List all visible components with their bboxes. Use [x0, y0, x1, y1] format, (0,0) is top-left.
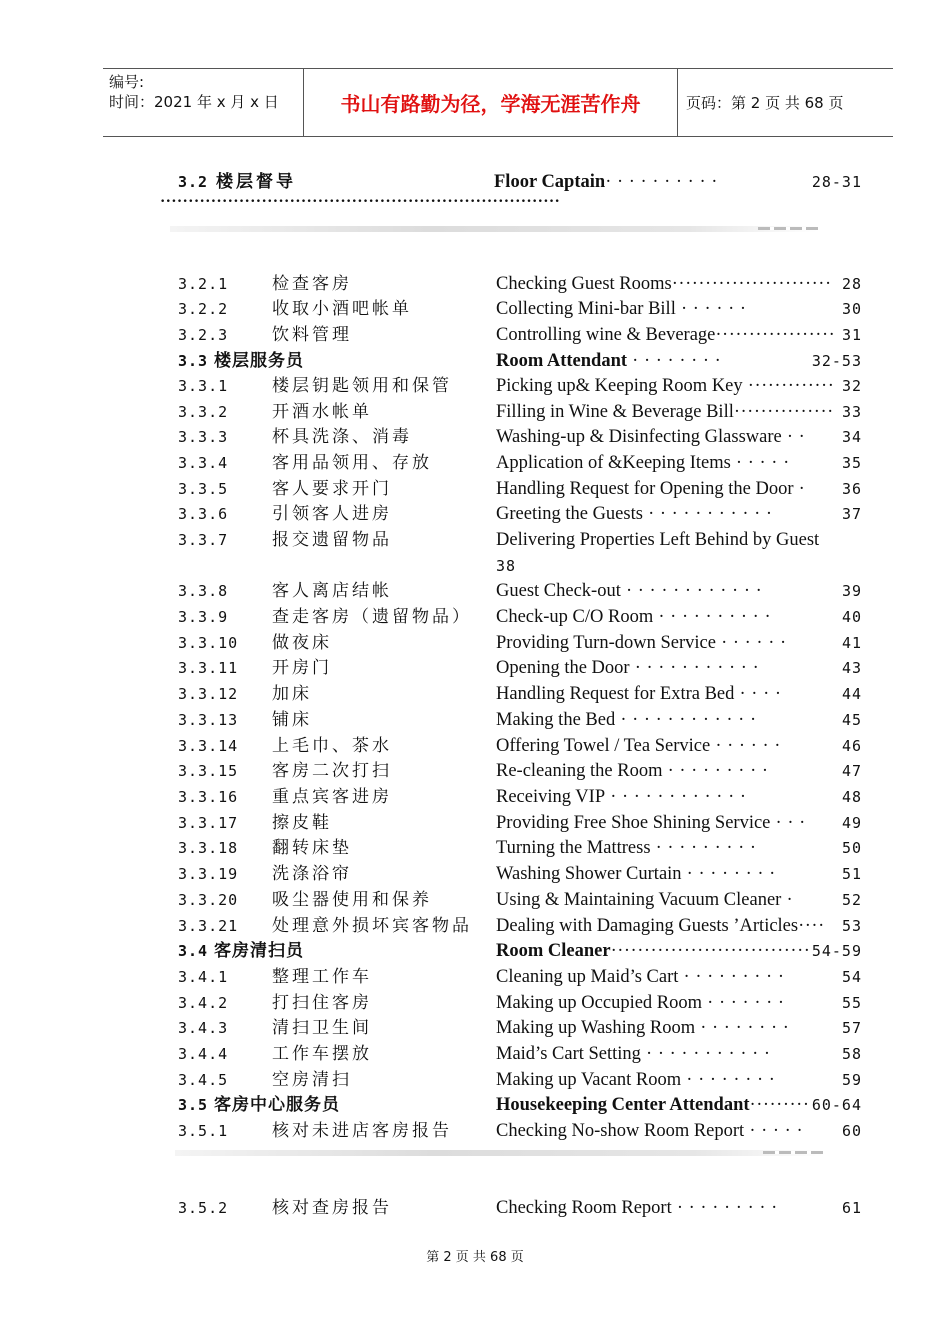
- page-footer: 第 2 页 共 68 页: [426, 1250, 524, 1265]
- toc-title-en-text: Using & Maintaining Vacuum Cleaner: [496, 890, 782, 910]
- toc-title-en-text: Making up Washing Room: [496, 1018, 696, 1038]
- toc-number: 3.4.2: [178, 994, 229, 1012]
- toc-title-en: [496, 477, 805, 501]
- toc-leader-dots: · · · · · · · ·: [695, 1018, 790, 1038]
- toc-title-en: [496, 708, 757, 732]
- toc-title-zh: 收取小酒吧帐单: [272, 299, 412, 319]
- toc-title-zh: 楼层钥匙领用和保管: [272, 376, 452, 396]
- decorative-rule: [170, 226, 818, 232]
- toc-title-zh: 空房清扫: [272, 1070, 352, 1090]
- toc-page-number: 41: [841, 634, 862, 652]
- toc-title-en-text: Delivering Properties Left Behind by Guest: [496, 530, 820, 550]
- toc-page-number: 54: [841, 968, 862, 986]
- toc-title-en-text: Floor Captain: [494, 172, 606, 192]
- toc-page-number: 52: [841, 891, 862, 909]
- toc-leader-dots: · · · · · · · · · · · ·: [605, 787, 747, 807]
- toc-title-en-text: Greeting the Guests: [496, 504, 643, 524]
- toc-leader-dots: · · · · · · · · · · · ·: [620, 581, 763, 601]
- toc-title-en-text: Making up Occupied Room: [496, 993, 703, 1013]
- toc-entry: [0, 1042, 950, 1066]
- toc-leader-dots: · · ·: [770, 813, 806, 833]
- toc-page-number: 39: [841, 582, 862, 600]
- toc-page-number: 30: [841, 300, 862, 318]
- toc-title-en: [496, 888, 793, 912]
- toc-entry: [0, 451, 950, 475]
- toc-title-zh: 楼层服务员: [214, 351, 304, 371]
- toc-title-en: [496, 1196, 778, 1220]
- toc-leader-dots: · ·: [781, 427, 806, 447]
- header-meta: [103, 69, 309, 139]
- toc-page-number: 40: [841, 608, 862, 626]
- toc-title-zh: 检查客房: [272, 274, 352, 294]
- time-label: 时间：2021 年 x 月 x 日: [109, 93, 279, 111]
- toc-leader-dots: · · · · · · ·: [702, 993, 785, 1013]
- toc-title-en: [496, 939, 810, 963]
- toc-entry: [0, 991, 950, 1015]
- toc-leader-dots: ····: [798, 916, 825, 936]
- toc-page-number: 38: [496, 557, 517, 575]
- toc-title-en: [496, 682, 782, 706]
- toc-page-number: 54-59: [811, 942, 862, 960]
- toc-title-en-text: Washing-up & Disinfecting Glassware: [496, 427, 782, 447]
- toc-leader-dots: · · · · ·: [744, 1121, 804, 1141]
- toc-leader-dots: · · · · · · · ·: [681, 864, 776, 884]
- toc-entry: [0, 914, 950, 938]
- toc-page-number: 60: [841, 1122, 862, 1140]
- toc-number: 3.3.21: [178, 917, 239, 935]
- toc-leader-dots: · · · · · · · · · ·: [653, 607, 772, 627]
- toc-leader-dots: · · · · · ·: [675, 299, 747, 319]
- toc-title-zh: 洗涤浴帘: [272, 864, 352, 884]
- toc-entry: [0, 502, 950, 526]
- toc-title-zh: 清扫卫生间: [272, 1018, 372, 1038]
- toc-number: 3.3.16: [178, 788, 239, 806]
- toc-title-en-text: Handling Request for Opening the Door: [496, 479, 794, 499]
- toc-page-number: 45: [841, 711, 862, 729]
- toc-leader-dots: · · · · ·: [730, 453, 790, 473]
- toc-number: 3.2.3: [178, 326, 229, 344]
- toc-title-zh: 上毛巾、茶水: [272, 736, 392, 756]
- toc-title-en: [496, 502, 773, 526]
- toc-leader-dots: · · · · · · · · · · ·: [629, 658, 760, 678]
- toc-number: 3.3.15: [178, 762, 239, 780]
- toc-entry: [0, 1016, 950, 1040]
- toc-leader-dots: ·········: [749, 1095, 810, 1115]
- decorative-rule: [175, 1150, 823, 1156]
- toc-number: 3.3.20: [178, 891, 239, 909]
- toc-title-en: [496, 605, 771, 629]
- toc-entry: [0, 656, 950, 680]
- toc-title-zh: 客房清扫员: [214, 941, 304, 961]
- toc-entry: [0, 1068, 950, 1092]
- toc-number: 3.3.4: [178, 454, 229, 472]
- toc-page-number: 49: [841, 814, 862, 832]
- toc-title-en: [496, 631, 787, 655]
- toc-entry: [0, 374, 950, 398]
- toc-leader-dots: · · · · · · · · · · ·: [640, 1044, 771, 1064]
- toc-title-zh: 客房二次打扫: [272, 761, 392, 781]
- toc-title-en-text: Room Attendant: [496, 351, 628, 371]
- toc-title-en-text: Controlling wine & Beverage: [496, 325, 716, 345]
- toc-leader-dots: · · · · · · · · ·: [662, 761, 769, 781]
- toc-entry: [0, 605, 950, 629]
- toc-page-number: 36: [841, 480, 862, 498]
- toc-page-number: 43: [841, 659, 862, 677]
- toc-title-en: [496, 1093, 809, 1117]
- toc-title-en: [494, 170, 718, 194]
- toc-title-zh: 客房中心服务员: [214, 1095, 340, 1115]
- toc-page-number: 48: [841, 788, 862, 806]
- toc-number: 3.5.1: [178, 1122, 229, 1140]
- toc-entry: [0, 272, 950, 296]
- toc-title-en-text: Maid’s Cart Setting: [496, 1044, 641, 1064]
- header-page-info: 页码：第 2 页 共 68 页: [686, 94, 844, 112]
- toc-page-number: 32-53: [811, 352, 862, 370]
- toc-number: 3.3.7: [178, 531, 229, 549]
- toc-page-number: 47: [841, 762, 862, 780]
- toc-number: 3.4.5: [178, 1071, 229, 1089]
- toc-title-en-text: Picking up& Keeping Room Key: [496, 376, 743, 396]
- toc-entry: [0, 323, 950, 347]
- toc-entry: [0, 1196, 950, 1220]
- toc-number: 3.3.12: [178, 685, 239, 703]
- toc-entry: [0, 862, 950, 886]
- toc-entry: [0, 1119, 950, 1143]
- toc-section-heading: [0, 1093, 950, 1117]
- toc-title-en-text: Housekeeping Center Attendant: [496, 1095, 750, 1115]
- toc-title-en-text: Washing Shower Curtain: [496, 864, 682, 884]
- toc-entry: [0, 400, 950, 424]
- toc-title-zh: 引领客人进房: [272, 504, 392, 524]
- toc-title-zh: 工作车摆放: [272, 1044, 372, 1064]
- toc-number: 3.2.2: [178, 300, 229, 318]
- toc-title-zh: 吸尘器使用和保养: [272, 890, 432, 910]
- toc-title-en-text: Making up Vacant Room: [496, 1070, 682, 1090]
- toc-title-zh: 打扫住客房: [272, 993, 372, 1013]
- toc-number: 3.3.18: [178, 839, 239, 857]
- toc-title-zh: 整理工作车: [272, 967, 372, 987]
- toc-section-heading: [0, 939, 950, 963]
- toc-leader-dots: ························: [671, 274, 832, 294]
- toc-title-zh: 翻转床垫: [272, 838, 352, 858]
- toc-page-number: 37: [841, 505, 862, 523]
- toc-number: 3.3.10: [178, 634, 239, 652]
- header-divider: [677, 69, 678, 136]
- toc-title-en-text: Filling in Wine & Beverage Bill: [496, 402, 734, 422]
- toc-page-number: 32: [841, 377, 862, 395]
- toc-title-en: [496, 914, 825, 938]
- toc-title-en-text: Receiving VIP: [496, 787, 606, 807]
- toc-page-number: 61: [841, 1199, 862, 1217]
- toc-leader-dots: · · · · · · · · · · ·: [642, 504, 773, 524]
- toc-page-number: 58: [841, 1045, 862, 1063]
- toc-title-en-text: Re-cleaning the Room: [496, 761, 663, 781]
- toc-title-en-text: Checking Room Report: [496, 1198, 672, 1218]
- toc-entry: [0, 785, 950, 809]
- toc-title-zh: 客人离店结帐: [272, 581, 392, 601]
- toc-entry: [0, 477, 950, 501]
- toc-leader-dots: · · · · · · · ·: [681, 1070, 776, 1090]
- toc-title-en: [496, 349, 721, 373]
- toc-title-zh: 客用品领用、存放: [272, 453, 432, 473]
- toc-page-number: 28: [841, 275, 862, 293]
- toc-number: 3.4.3: [178, 1019, 229, 1037]
- toc-title-en: [496, 297, 747, 321]
- toc-title-zh: 开房门: [272, 658, 332, 678]
- toc-page-number: 31: [841, 326, 862, 344]
- toc-title-zh: 做夜床: [272, 633, 332, 653]
- toc-title-en: [496, 1068, 775, 1092]
- toc-number: 3.3.19: [178, 865, 239, 883]
- toc-leader-dots: ···············: [733, 402, 834, 422]
- header-motto: 书山有路勤为径，学海无涯苦作舟: [340, 92, 641, 116]
- toc-title-zh: 处理意外损坏宾客物品: [272, 916, 472, 936]
- toc-number: 3.3.2: [178, 403, 229, 421]
- toc-leader-line: ·······································································: [160, 193, 561, 210]
- toc-title-en: [496, 374, 834, 398]
- toc-title-en-text: Room Cleaner: [496, 941, 611, 961]
- toc-title-en: [496, 991, 785, 1015]
- toc-number: 3.3.11: [178, 659, 239, 677]
- toc-title-en-text: Checking No-show Room Report: [496, 1121, 745, 1141]
- toc-leader-dots: · · · · · ·: [715, 633, 787, 653]
- toc-leader-dots: · · · · · ·: [710, 736, 781, 756]
- toc-page-number: 50: [841, 839, 862, 857]
- toc-title-en-text: Offering Towel / Tea Service: [496, 736, 711, 756]
- toc-page-number: 44: [841, 685, 862, 703]
- toc-title-en-text: Providing Free Shoe Shining Service: [496, 813, 771, 833]
- toc-number: 3.3.5: [178, 480, 229, 498]
- toc-title-zh: 饮料管理: [272, 325, 352, 345]
- toc-entry: [0, 297, 950, 321]
- toc-leader-dots: · · · · · · · · · ·: [605, 172, 718, 192]
- toc-title-zh: 铺床: [272, 710, 312, 730]
- toc-entry: [0, 708, 950, 732]
- toc-number: 3.4: [178, 942, 209, 960]
- toc-title-en: [496, 759, 769, 783]
- toc-title-en-text: Application of &Keeping Items: [496, 453, 731, 473]
- toc-entry: [0, 888, 950, 912]
- toc-page-number: 53: [841, 917, 862, 935]
- toc-title-en: [496, 836, 757, 860]
- toc-leader-dots: ·: [781, 890, 794, 910]
- toc-page-number: 46: [841, 737, 862, 755]
- toc-title-en-text: Check-up C/O Room: [496, 607, 654, 627]
- toc-section-heading: [0, 170, 950, 194]
- toc-leader-dots: · · · · · · · · ·: [671, 1198, 778, 1218]
- toc-leader-dots: ··················: [715, 325, 836, 345]
- toc-number: 3.3.3: [178, 428, 229, 446]
- toc-entry: [0, 682, 950, 706]
- toc-title-en-text: Collecting Mini-bar Bill: [496, 299, 676, 319]
- toc-title-zh: 核对查房报告: [272, 1198, 392, 1218]
- toc-title-en-text: Handling Request for Extra Bed: [496, 684, 735, 704]
- toc-number: 3.4.4: [178, 1045, 229, 1063]
- toc-number: 3.3.17: [178, 814, 239, 832]
- toc-entry: [0, 811, 950, 835]
- toc-title-en: [496, 323, 835, 347]
- toc-entry: [0, 579, 950, 603]
- toc-title-en-text: Making the Bed: [496, 710, 616, 730]
- toc-title-zh: 核对未进店客房报告: [272, 1121, 452, 1141]
- toc-title-zh: 查走客房（遗留物品）: [272, 607, 472, 627]
- toc-page-number: 35: [841, 454, 862, 472]
- toc-title-en: [496, 862, 776, 886]
- toc-entry: [0, 631, 950, 655]
- toc-page-range: 28-31: [811, 173, 862, 191]
- toc-number: 3.3.8: [178, 582, 229, 600]
- toc-title-zh: 报交遗留物品: [272, 530, 392, 550]
- toc-section-heading: [0, 349, 950, 373]
- toc-title-zh: 杯具洗涤、消毒: [272, 427, 412, 447]
- toc-title-zh: 开酒水帐单: [272, 402, 372, 422]
- toc-title-en: [496, 400, 834, 424]
- toc-title-en-text: Guest Check-out: [496, 581, 621, 601]
- toc-entry: [0, 965, 950, 989]
- toc-leader-dots: · · · · · · · ·: [627, 351, 722, 371]
- toc-title-en-text: Providing Turn-down Service: [496, 633, 716, 653]
- toc-title-en-text: Opening the Door: [496, 658, 630, 678]
- toc-page-number: 55: [841, 994, 862, 1012]
- toc-leader-dots: · · · · · · · · · · · ·: [615, 710, 757, 730]
- toc-title-en: [496, 425, 805, 449]
- toc-title-en-text: Turning the Mattress: [496, 838, 651, 858]
- toc-title-en: [496, 1016, 789, 1040]
- toc-title-en: [496, 965, 785, 989]
- toc-leader-dots: · · · · · · · · ·: [678, 967, 785, 987]
- toc-title-zh: 客人要求开门: [272, 479, 392, 499]
- toc-leader-dots: · · · · · · · · ·: [650, 838, 757, 858]
- toc-title-en: [496, 272, 832, 296]
- toc-title-en: [496, 579, 762, 603]
- toc-entry: [0, 734, 950, 758]
- toc-title-zh: 加床: [272, 684, 312, 704]
- toc-title-en: [496, 1042, 771, 1066]
- toc-number: 3.3: [178, 352, 209, 370]
- toc-number: 3.3.14: [178, 737, 239, 755]
- toc-title-en: [496, 528, 819, 552]
- toc-leader-dots: ······························: [610, 941, 811, 961]
- toc-page-number: 57: [841, 1019, 862, 1037]
- toc-leader-dots: · · · ·: [734, 684, 782, 704]
- toc-leader-dots: ·············: [742, 376, 835, 396]
- toc-number: 3.4.1: [178, 968, 229, 986]
- toc-entry: [0, 528, 950, 575]
- toc-title-zh: 重点宾客进房: [272, 787, 392, 807]
- toc-title-en: [496, 785, 747, 809]
- toc-title-en-text: Checking Guest Rooms: [496, 274, 672, 294]
- toc-number: 3.3.6: [178, 505, 229, 523]
- toc-title-en: [496, 734, 781, 758]
- toc-title-en-text: Dealing with Damaging Guests ’Articles: [496, 916, 799, 936]
- toc-entry: [0, 836, 950, 860]
- toc-title-en: [496, 451, 790, 475]
- toc-number: 3.5.2: [178, 1199, 229, 1217]
- toc-number: 3.5: [178, 1096, 209, 1114]
- toc-title-en: [496, 656, 759, 680]
- toc-page-number: 33: [841, 403, 862, 421]
- toc-number: 3.2.1: [178, 275, 229, 293]
- toc-leader-dots: ·: [793, 479, 806, 499]
- toc-title-en-text: Cleaning up Maid’s Cart: [496, 967, 679, 987]
- page-header: [103, 68, 893, 137]
- toc-page-number: 60-64: [811, 1096, 862, 1114]
- toc-page-number: 51: [841, 865, 862, 883]
- toc-title-en: [496, 811, 806, 835]
- toc-page-number: 59: [841, 1071, 862, 1089]
- code-label: 编号:: [109, 73, 145, 91]
- toc-title-zh: 擦皮鞋: [272, 813, 332, 833]
- toc-title-en: [496, 1119, 803, 1143]
- toc-number: 3.3.13: [178, 711, 239, 729]
- toc-title-zh: 楼层督导: [216, 172, 296, 192]
- toc-page-number: 34: [841, 428, 862, 446]
- toc-entry: [0, 425, 950, 449]
- toc-number: 3.3.9: [178, 608, 229, 626]
- toc-number: 3.3.1: [178, 377, 229, 395]
- toc-number: 3.2: [178, 173, 209, 191]
- toc-entry: [0, 759, 950, 783]
